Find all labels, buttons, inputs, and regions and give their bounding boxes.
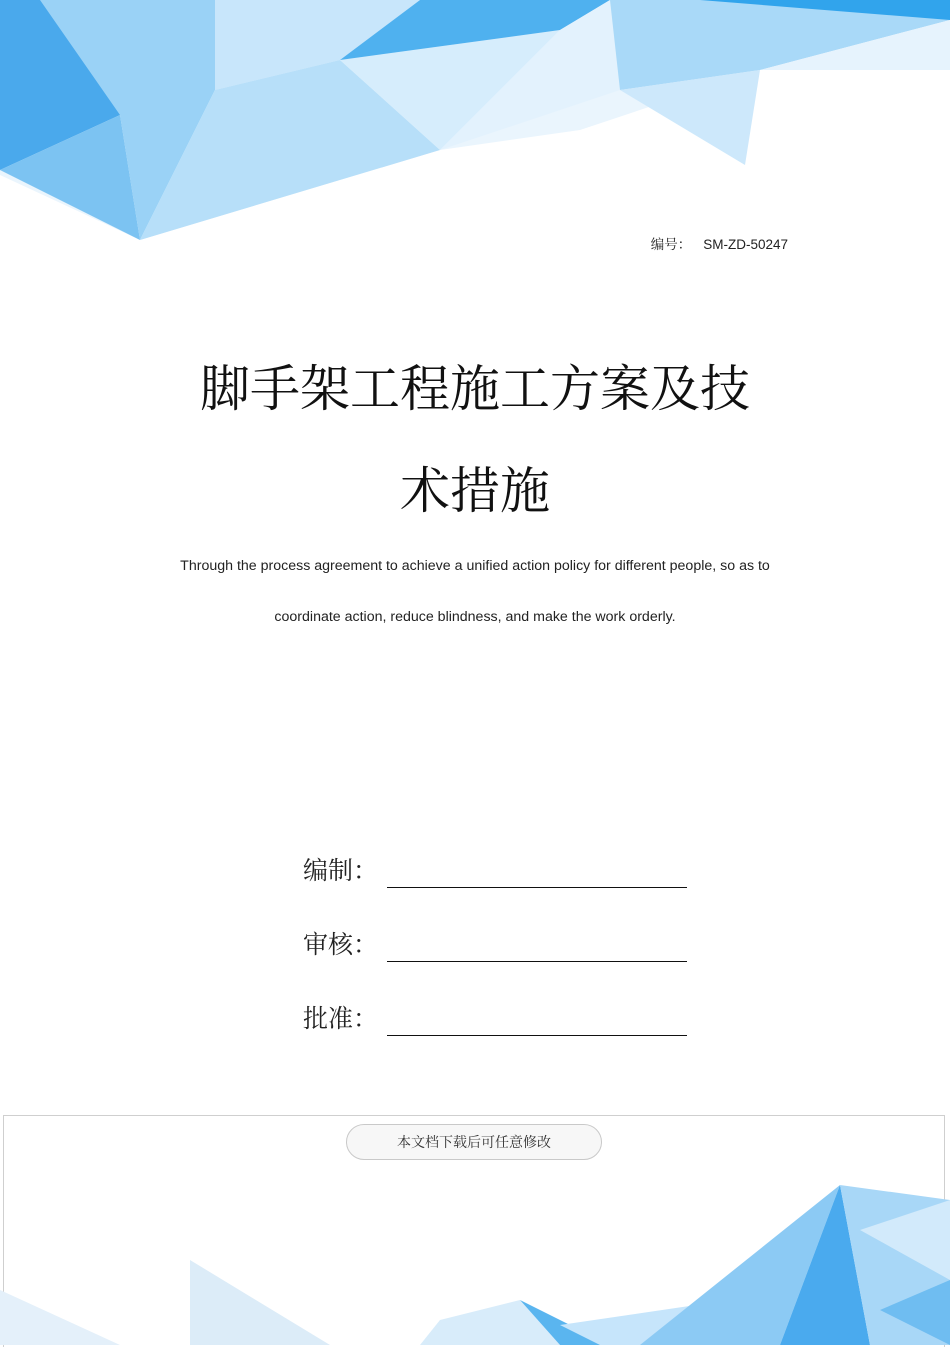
document-subtitle (0, 541, 950, 643)
document-number-value: SM-ZD-50247 (703, 237, 788, 252)
subtitle-line-1: Through the process agreement to achieve a unified action policy for different people, so as to (180, 558, 770, 574)
approve-signature-row (303, 996, 687, 1036)
document-number (651, 233, 788, 253)
header-decoration (0, 0, 950, 260)
review-signature-line (387, 960, 687, 962)
approve-label: 批准： (303, 1004, 379, 1033)
approve-signature-line (387, 1034, 687, 1036)
review-label: 审核： (303, 930, 379, 959)
review-signature-row (303, 922, 687, 962)
subtitle-line-2: coordinate action, reduce blindness, and make the work orderly. (274, 609, 676, 625)
compile-label: 编制： (303, 856, 379, 885)
footer-badge: 本文档下载后可任意修改 (346, 1124, 602, 1160)
compile-signature-line (387, 886, 687, 888)
title-line-2: 术措施 (400, 462, 550, 520)
document-number-label: 编号： (650, 237, 692, 252)
footer-decoration (0, 1170, 950, 1345)
compile-signature-row (303, 848, 687, 888)
title-line-1: 脚手架工程施工方案及技 (200, 360, 750, 418)
document-title (0, 338, 950, 542)
